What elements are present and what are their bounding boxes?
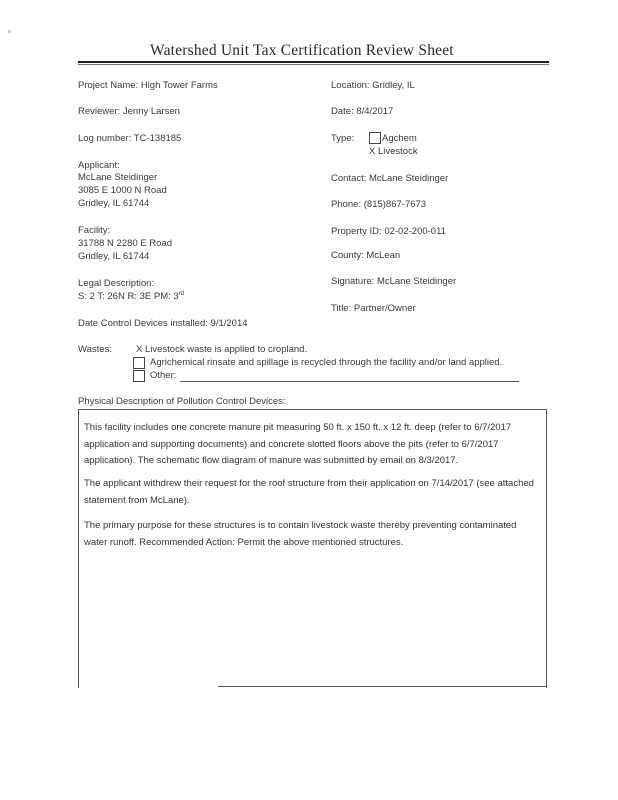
physical-description-label: Physical Description of Pollution Control Devices: [78, 396, 286, 407]
wastes-option-livestock: X Livestock waste is applied to cropland. [136, 344, 308, 355]
applicant-name: McLane Steidinger [78, 172, 158, 183]
type-agchem: Agchem [382, 133, 417, 144]
other-checkbox[interactable] [133, 370, 145, 382]
title-rule-thin [78, 64, 549, 65]
location: Location: Gridley, IL [331, 80, 415, 91]
property-id: Property ID: 02-02-200-011 [331, 226, 446, 237]
contact: Contact: McLane Steidinger [331, 173, 449, 184]
applicant-address1: 3085 E 1000 N Road [78, 185, 167, 196]
scan-speck [8, 30, 11, 33]
type-label: Type: [331, 133, 355, 144]
type-livestock: X Livestock [369, 146, 418, 157]
applicant-label: Applicant: [78, 160, 120, 171]
reviewer: Reviewer: Jenny Larsen [78, 106, 180, 117]
signature: Signature: McLane Steidinger [331, 276, 457, 287]
applicant-address2: Gridley, IL 61744 [78, 198, 150, 209]
page-title: Watershed Unit Tax Certification Review Sheet [150, 42, 454, 59]
agchem-checkbox[interactable] [369, 132, 381, 144]
log-number: Log number: TC-138185 [78, 133, 182, 144]
legal-label: Legal Description: [78, 278, 155, 289]
county: County: McLean [331, 250, 401, 261]
box-bottom-rule [218, 686, 546, 687]
date-control-devices: Date Control Devices installed: 9/1/2014 [78, 318, 248, 329]
date: Date: 8/4/2017 [331, 106, 394, 117]
title-field: Title: Partner/Owner [331, 303, 416, 314]
wastes-option-agrichemical: Agrichemical rinsate and spillage is recycled through the facility and/or land applied. [150, 357, 503, 368]
facility-label: Facility: [78, 225, 111, 236]
facility-address1: 31788 N 2280 E Road [78, 238, 173, 249]
wastes-option-other: Other: [150, 370, 177, 381]
legal-description: S: 2 T: 26N R: 3E PM: 3rd [78, 291, 185, 303]
facility-address2: Gridley, IL 61744 [78, 251, 150, 262]
description-paragraph-3: The primary purpose for these structures is to contain livestock waste thereby preventing contaminated water runoff. Recommended Action: Permit the above mentioned structures. [84, 520, 517, 548]
description-paragraph-1: This facility includes one concrete manure pit measuring 50 ft. x 150 ft. x 12 ft. deep (refer to 6/7/2017 application and supporting documents) and concrete slotted floors above the pits (refer to 6/7/2017 application). The schematic flow diagram of manure was submitted by email on 8/3/2017. [84, 422, 512, 466]
project-name: Project Name: High Tower Farms [78, 80, 218, 91]
other-underline [180, 381, 519, 382]
title-rule [78, 61, 549, 63]
agrichemical-checkbox[interactable] [133, 357, 145, 369]
description-paragraph-2: The applicant withdrew their request for the roof structure from their application on 7/14/2017 (see attached statement from McLane). [84, 478, 534, 506]
phone: Phone: (815)867-7673 [331, 199, 427, 210]
wastes-label: Wastes: [78, 344, 112, 355]
